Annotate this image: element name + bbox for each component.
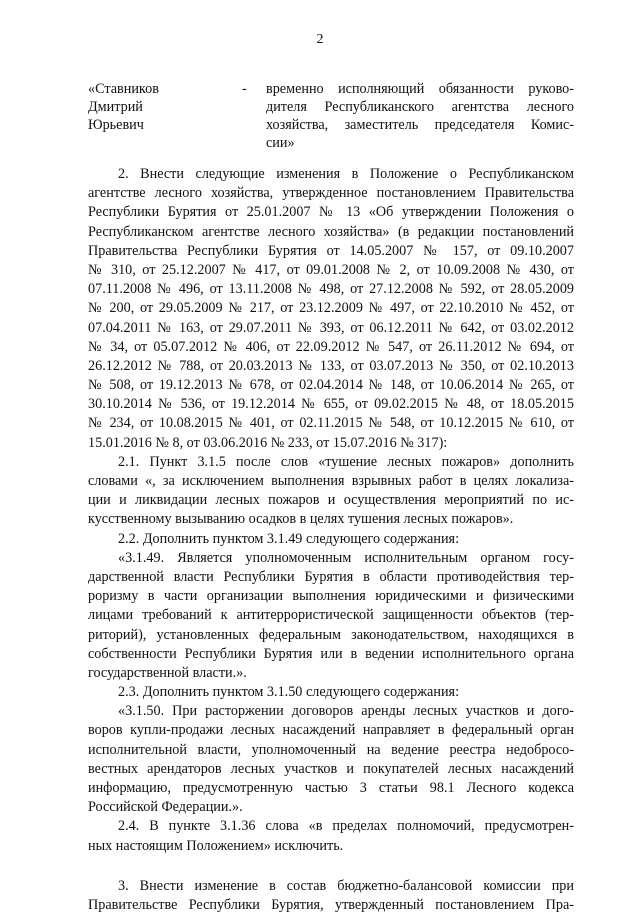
page-number: 2 — [316, 32, 324, 47]
signer-name-line: Дмитрий — [88, 99, 143, 115]
signer-dash: - — [242, 81, 247, 97]
text-line: Правительстве Республики Бурятия, утвержденный постановлением Пра- — [88, 896, 574, 913]
signer-role-line: сии» — [266, 135, 295, 151]
text-line: 15.01.2016 № 8, от 03.06.2016 № 233, от 15.07.2016 № 317): — [88, 434, 448, 451]
text-line: № 508, от 19.12.2013 № 678, от 02.04.2014 № 148, от 10.06.2014 № 265, от — [88, 377, 574, 394]
section-2 — [88, 165, 574, 453]
text-line: 3. Внести изменение в состав бюджетно-балансовой комиссии при — [118, 877, 574, 894]
paragraph-gap — [88, 856, 574, 877]
text-line: 2.4. В пункте 3.1.36 слова «в пределах полномочий, предусмотрен- — [118, 818, 574, 835]
signer-name-line: Юрьевич — [88, 117, 144, 133]
text-line: № 200, от 29.05.2009 № 217, от 23.12.2009 № 497, от 22.10.2010 № 452, от — [88, 300, 574, 317]
text-line: информацию, предусмотренную частью 3 статьи 98.1 Лесного кодекса — [88, 780, 574, 796]
text-line: 26.12.2012 № 788, от 20.03.2013 № 133, от 03.07.2013 № 350, от 02.10.2013 — [88, 357, 574, 374]
section-3 — [88, 877, 574, 915]
text-line: государственной власти.». — [88, 664, 247, 681]
text-line: 07.04.2011 № 163, от 29.07.2011 № 393, от 06.12.2011 № 642, от 03.02.2012 — [88, 319, 574, 336]
signer-name — [88, 80, 228, 134]
signer-role-line: хозяйства, заместитель председателя Комис- — [266, 117, 574, 133]
text-line: кусственному вызыванию осадков в целях тушения лесных пожаров». — [88, 511, 514, 528]
text-line: словами «, за исключением выполнения взрывных работ в целях локализа- — [88, 473, 574, 489]
text-line: вестных арендаторов лесных участков и покупателей лесных насаждений — [88, 760, 574, 777]
signer-role-line: дителя Республиканского агентства лесного — [266, 99, 574, 115]
text-line: 2.1. Пункт 3.1.5 после слов «тушение лесных пожаров» дополнить — [118, 453, 574, 470]
text-line: 2.2. Дополнить пунктом 3.1.49 следующего содержания: — [118, 530, 460, 547]
text-line: Республики Бурятия от 25.01.2007 № 13 «Об утверждении Положения о — [88, 204, 574, 221]
text-line: роризму в части организации выполнения юридическими и физическими — [88, 588, 574, 605]
text-line: 30.10.2014 № 536, от 19.12.2014 № 655, от 09.02.2015 № 48, от 18.05.2015 — [88, 396, 574, 413]
text-line: воров купли-продажи лесных насаждений направляет в федеральный орган — [88, 722, 574, 739]
item-2-3 — [88, 683, 574, 817]
text-line: «3.1.50. При расторжении договоров аренды лесных участков и дого- — [118, 703, 574, 720]
text-line: исполнительной власти, уполномоченный на ведение реестра недобросо- — [88, 741, 574, 758]
text-line: № 34, от 05.07.2012 № 406, от 22.09.2012 № 547, от 26.11.2012 № 694, от — [88, 338, 574, 355]
text-line: агентстве лесного хозяйства, утвержденное постановлением Правительства — [88, 185, 574, 202]
text-line: риторий), установленных федеральным законодательством, находящихся в — [88, 626, 574, 643]
text-line: № 310, от 25.12.2007 № 417, от 09.01.2008 № 2, от 10.09.2008 № 430, от — [88, 261, 574, 278]
text-line: Республиканском агентстве лесного хозяйства» (в редакции постановлений — [88, 223, 574, 240]
text-line: ных настоящим Положением» исключить. — [88, 837, 344, 854]
signer-role — [266, 80, 574, 152]
item-2-2 — [88, 530, 574, 684]
document-body — [88, 165, 574, 915]
item-2-4 — [88, 817, 574, 855]
item-2-1 — [88, 453, 574, 530]
text-line: Российской Федерации.». — [88, 799, 243, 816]
signer-name-line: «Ставников — [88, 81, 159, 97]
text-line: собственности Республики Бурятия или в ведении исполнительного органа — [88, 645, 574, 662]
text-line: 07.11.2008 № 496, от 13.11.2008 № 498, от 27.12.2008 № 592, от 28.05.2009 — [88, 281, 574, 298]
signer-role-line: временно исполняющий обязанности руково- — [266, 81, 574, 97]
text-line: лицами требований к антитеррористической защищенности объектов (тер- — [88, 607, 574, 624]
text-line: Правительства Республики Бурятия от 14.05.2007 № 157, от 09.10.2007 — [88, 242, 574, 259]
text-line: «3.1.49. Является уполномоченным исполнительным органом госу- — [118, 549, 574, 566]
text-line: дарственной власти Республики Бурятия в области противодействия тер- — [88, 568, 574, 585]
text-line: 2.3. Дополнить пунктом 3.1.50 следующего содержания: — [118, 684, 460, 701]
text-line: № 234, от 10.08.2015 № 401, от 02.11.2015 № 548, от 10.12.2015 № 610, от — [88, 415, 574, 432]
text-line: 2. Внести следующие изменения в Положение о Республиканском — [118, 166, 574, 182]
text-line: ции и ликвидации лесных пожаров и осуществления мероприятий по ис- — [88, 492, 574, 509]
